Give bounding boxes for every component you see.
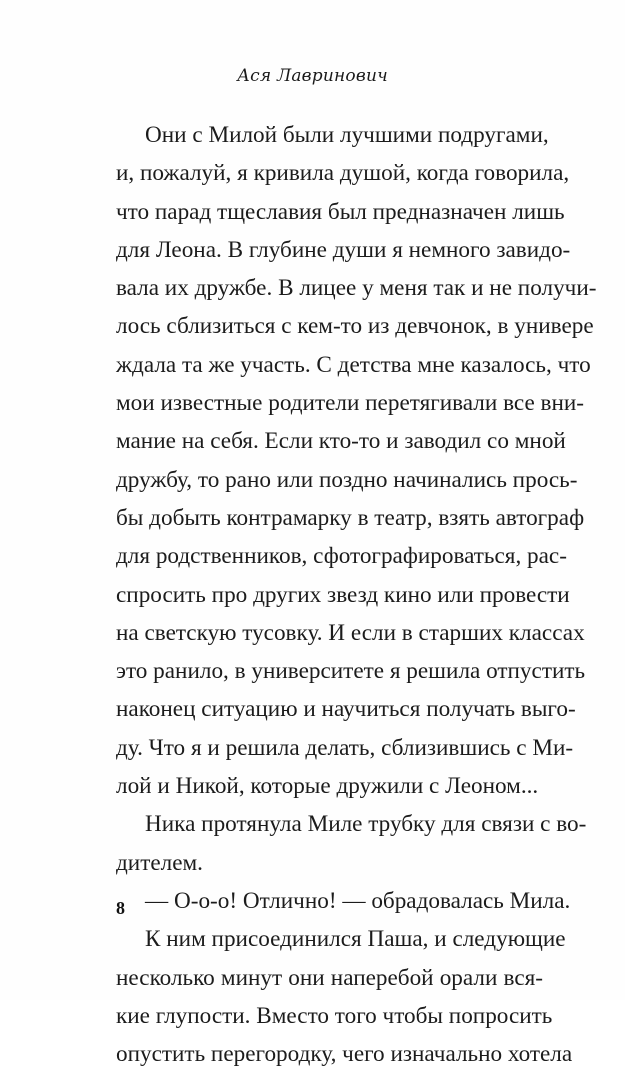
text-line: вала их дружбе. В лицее у меня так и не получи-: [116, 275, 597, 302]
text-line: бы добыть контрамарку в театр, взять автограф: [116, 504, 585, 531]
text-line: для родственников, сфотографироваться, рас-: [116, 543, 567, 570]
text-line: и, пожалуй, я кривила душой, когда говорила,: [116, 160, 570, 187]
text-line: мание на себя. Если кто-то и заводил со мной: [116, 428, 566, 455]
text-line: лось сблизиться с кем-то из девчонок, в универе: [116, 313, 594, 340]
page-number: 8: [116, 898, 125, 918]
text-line: на светскую тусовку. И если в старших классах: [116, 619, 585, 646]
text-line: ждала та же участь. С детства мне казалось, что: [116, 351, 591, 378]
text-line: ду. Что я и решила делать, сблизившись с Ми-: [116, 734, 574, 761]
text-line: кие глупости. Вместо того чтобы попросить: [116, 1002, 553, 1029]
text-line: для Леона. В глубине души я немного завидо-: [116, 236, 571, 263]
text-line: дителем.: [116, 849, 203, 876]
text-line: наконец ситуацию и научиться получать выго-: [116, 696, 576, 723]
text-line: мои известные родители перетягивали все вни-: [116, 390, 585, 417]
text-line: опустить перегородку, чего изначально хотела: [116, 1041, 573, 1068]
text-line: Они с Милой были лучшими подругами,: [145, 122, 549, 148]
body-text: [116, 116, 597, 1073]
text-line: несколько минут они наперебой орали вся-: [116, 964, 543, 991]
text-line: что парад тщеславия был предназначен лишь: [116, 198, 565, 225]
text-line: К ним присоединился Паша, и следующие: [145, 926, 566, 953]
text-line: это ранило, в университете я решила отпустить: [116, 658, 586, 685]
text-line: лой и Никой, которые дружили с Леоном...: [116, 773, 539, 800]
running-head-author: Ася Лавринович: [237, 66, 388, 86]
text-line: спросить про других звезд кино или провести: [116, 581, 570, 608]
text-line: — О-о-о! Отлично! — обрадовалась Мила.: [145, 887, 571, 914]
text-line: Ника протянула Миле трубку для связи с во-: [145, 811, 587, 838]
text-line: дружбу, то рано или поздно начинались прось-: [116, 466, 578, 493]
